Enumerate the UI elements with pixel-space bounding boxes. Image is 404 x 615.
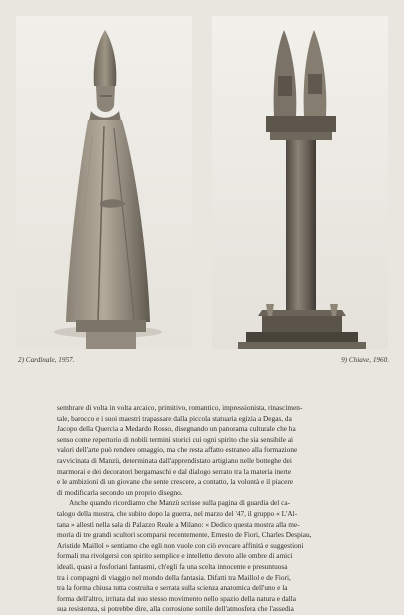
text-line: sembrare di volta in volta arcaico, primitivo, romantico, impressionista, rinascimen- [57, 403, 303, 412]
text-line: tana » allestì nella sala di Palazzo Reale a Milano: « Dedico questa mostra alla me- [57, 519, 300, 529]
text-line: talogo della mostra, che subito dopo la guerra, nel marzo del '47, il gruppo « L'Al- [57, 508, 298, 518]
text-line: Jacopo della Quercia a Medardo Rosso, disegnando un panorama culturale che ha [57, 424, 296, 434]
text-line: formali ma rivolgersi con spirito semplice e intelletto devoto alle ombre di amici [57, 551, 293, 561]
text-line: valori dell'arte può rendere omaggio, ma che resta affatto estraneo alla formazione [57, 445, 298, 455]
body-text [57, 403, 368, 615]
text-line: di modificarla secondo un proprio disegno. [57, 487, 183, 497]
chiave-photo [212, 16, 388, 349]
caption-left: 2) Cardinale, 1957. [18, 356, 75, 364]
text-line: e le ambizioni di un giovane che sente crescere, a contatto, la volontà e il piacere [57, 477, 294, 487]
caption-right: 9) Chiave, 1960. [341, 356, 389, 364]
text-line: Anche quando ricordiamo che Manzù scrisse sulla pagina di guardia del ca- [69, 498, 291, 508]
cardinal-sculpture-image [16, 16, 192, 349]
text-line: forma dell'altro, irritata dal suo stesso movimento nello spazio della natura e dalla [57, 593, 296, 603]
key-sculpture-image [212, 16, 388, 349]
text-line: ravvicinata di Manzù, determinata dall'apprendistato artigiano nelle botteghe dei [57, 455, 292, 465]
text-line: tra la forma chiusa tutta costruita e serrata sulla scienza anatomica dell'uno e la [57, 583, 288, 593]
text-line: sua resistenza, si potrebbe dire, alla corrosione sottile dell'atmosfera che l'assedia [57, 604, 294, 614]
text-line: tale, barocco e i suoi maestri trapassare dalla piccola statuaria egizia a Degas, da [57, 413, 292, 423]
text-line: moria di tre grandi scultori scomparsi recentemente, Ernesto de Fiori, Charles Despiau, [57, 530, 312, 540]
text-line: tra i compagni di viaggio nel mondo della fantasia. Difatti tra Maillol e de Fiori, [57, 572, 291, 582]
cardinale-photo [16, 16, 192, 349]
text-line: marmorai e dei decoratori bergamaschi e dal dialogo serrato tra la materia inerte [57, 466, 292, 476]
text-line: senso come repertorio di nobili termini storici cui ogni spirito che sia sensibile ai [57, 434, 294, 444]
text-line: Aristide Maillol » sentiamo che egli non vuole con ciò evocare affinità e suggestioni [57, 540, 304, 550]
text-line: ideali, quasi a fosforiani fantasmi, ch'egli fa una scelta innocente e presuntuosa [57, 561, 288, 571]
